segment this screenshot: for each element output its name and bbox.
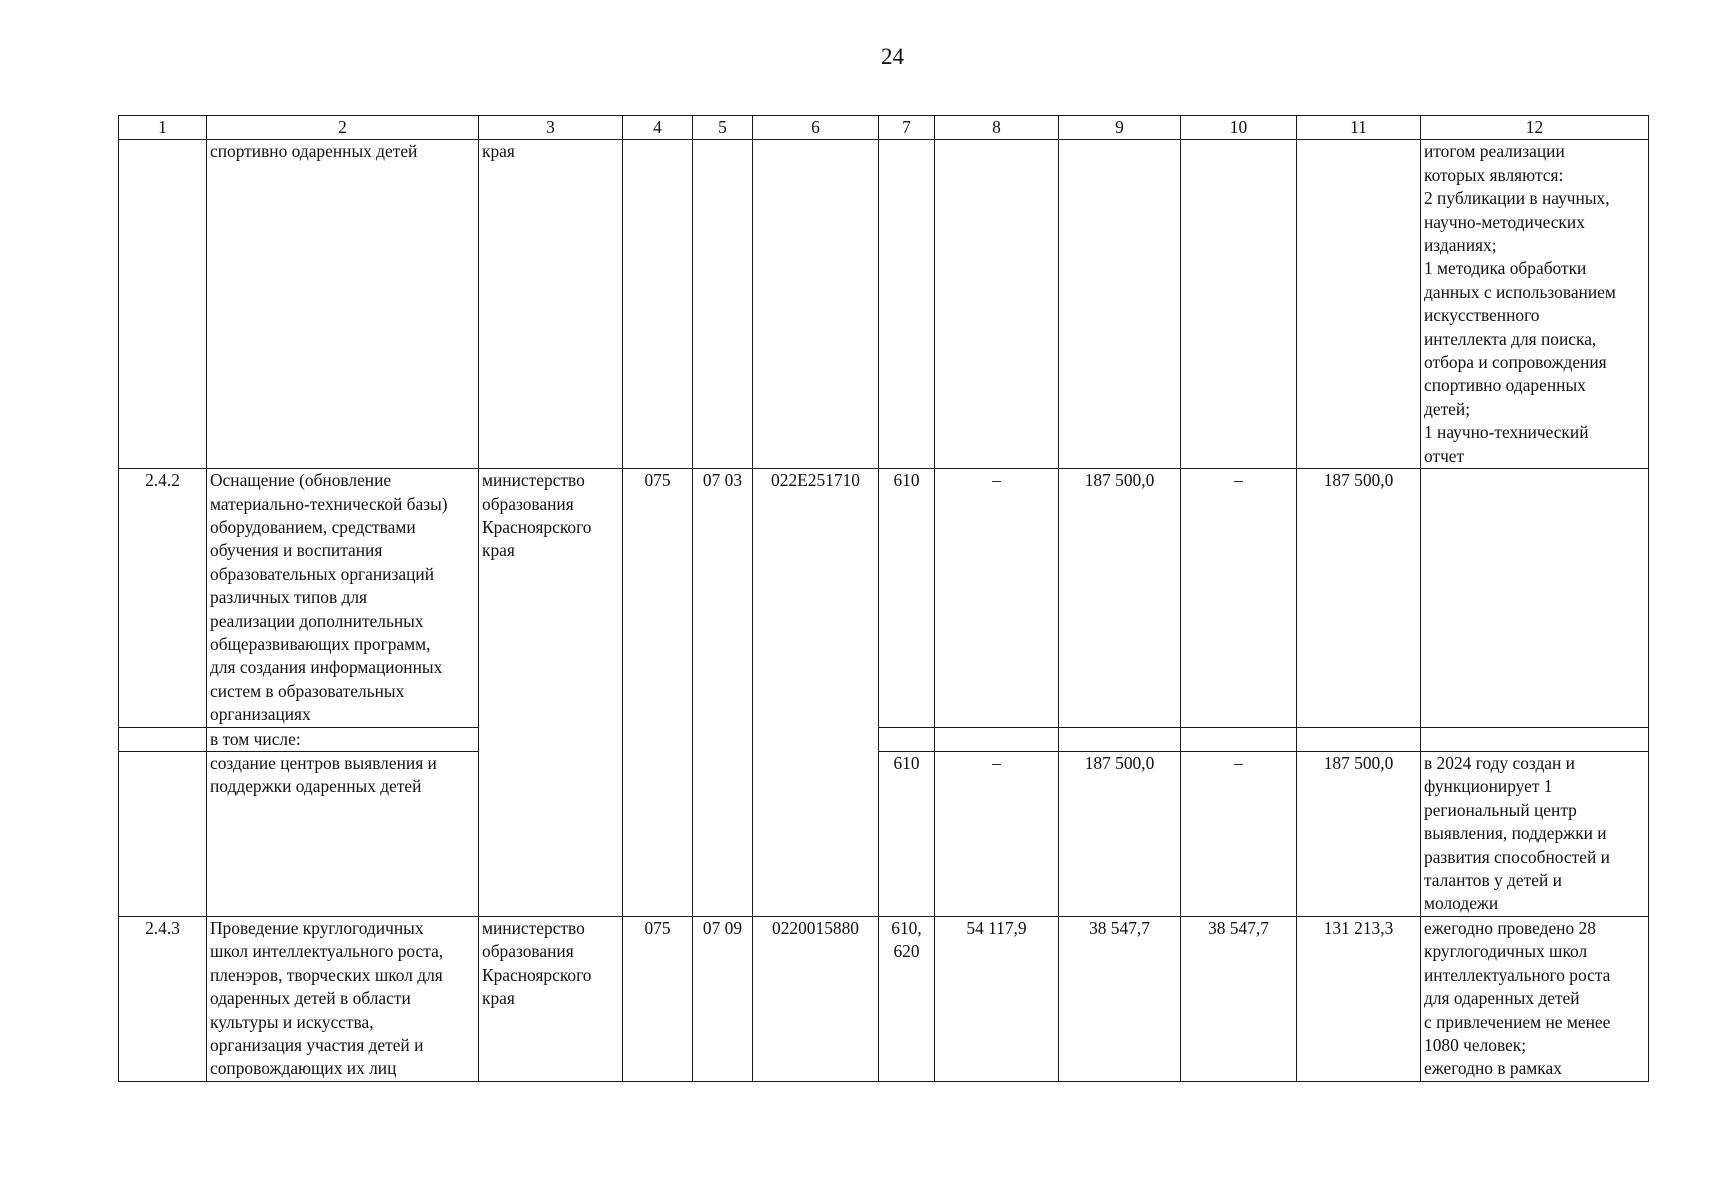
table-row <box>119 727 1649 751</box>
ministry-name: министерство образования Красноярского края <box>479 916 623 1081</box>
amount-2026: – <box>1181 469 1297 727</box>
event-name: создание центров выявления и поддержки одаренных детей <box>207 751 479 916</box>
column-number-row <box>119 116 1649 140</box>
amount-total: 187 500,0 <box>1297 469 1421 727</box>
page-number: 24 <box>881 44 904 69</box>
table-row <box>119 469 1649 727</box>
target-item-code: 0220015880 <box>753 916 879 1081</box>
amount-2025 <box>1059 140 1181 469</box>
event-name: Проведение круглогодичных школ интеллектуального роста, пленэров, творческих школ для одаренных детей в области культуры и искусства, организация участия детей и сопровождающих их лиц <box>207 916 479 1081</box>
expense-type-code: 610 <box>879 469 935 727</box>
expense-type-code <box>879 727 935 751</box>
amount-2026: – <box>1181 751 1297 916</box>
event-name: Оснащение (обновление материально-технической базы) оборудованием, средствами обучения и воспитания образовательных организаций различных типов для реализации дополнительных общеразвивающих программ, для создания информационных систем в образовательных организациях <box>207 469 479 727</box>
expected-result <box>1421 469 1649 727</box>
budget-table <box>118 115 1649 1082</box>
grbs-code: 075 <box>623 916 693 1081</box>
amount-2024: – <box>935 751 1059 916</box>
row-number <box>119 751 207 916</box>
section-code: 07 09 <box>693 916 753 1081</box>
amount-2025: 187 500,0 <box>1059 469 1181 727</box>
column-header: 6 <box>753 116 879 140</box>
target-item-code <box>753 140 879 469</box>
amount-2026 <box>1181 140 1297 469</box>
expense-type-code <box>879 140 935 469</box>
including-label: в том числе: <box>207 727 479 751</box>
amount-2026: 38 547,7 <box>1181 916 1297 1081</box>
column-header: 2 <box>207 116 479 140</box>
ministry-name: края <box>479 140 623 469</box>
column-header: 1 <box>119 116 207 140</box>
table-row <box>119 140 1649 469</box>
event-name: спортивно одаренных детей <box>207 140 479 469</box>
grbs-code: 075 <box>623 469 693 917</box>
target-item-code: 022E251710 <box>753 469 879 917</box>
column-header: 4 <box>623 116 693 140</box>
amount-2025: 187 500,0 <box>1059 751 1181 916</box>
expected-result: итогом реализации которых являются: 2 публикации в научных, научно-методических изданиях; 1 методика обработки данных с использованием искусственного интеллекта для поиска, отбора и сопровождения спортивно одаренных детей; 1 научно-технический отчет <box>1421 140 1649 469</box>
amount-2024 <box>935 140 1059 469</box>
ministry-name: министерство образования Красноярского края <box>479 469 623 917</box>
section-code <box>693 140 753 469</box>
expense-type-code: 610 <box>879 751 935 916</box>
grbs-code <box>623 140 693 469</box>
amount-2024: – <box>935 469 1059 727</box>
amount-2025 <box>1059 727 1181 751</box>
amount-2024: 54 117,9 <box>935 916 1059 1081</box>
amount-total: 187 500,0 <box>1297 751 1421 916</box>
column-header: 12 <box>1421 116 1649 140</box>
column-header: 8 <box>935 116 1059 140</box>
expected-result <box>1421 727 1649 751</box>
row-number: 2.4.3 <box>119 916 207 1081</box>
column-header: 3 <box>479 116 623 140</box>
row-number <box>119 727 207 751</box>
section-code: 07 03 <box>693 469 753 917</box>
column-header: 11 <box>1297 116 1421 140</box>
column-header: 5 <box>693 116 753 140</box>
table-row <box>119 916 1649 1081</box>
amount-total <box>1297 727 1421 751</box>
amount-2026 <box>1181 727 1297 751</box>
amount-total: 131 213,3 <box>1297 916 1421 1081</box>
column-header: 9 <box>1059 116 1181 140</box>
expected-result: в 2024 году создан и функционирует 1 региональный центр выявления, поддержки и развития способностей и талантов у детей и молодежи <box>1421 751 1649 916</box>
amount-2025: 38 547,7 <box>1059 916 1181 1081</box>
expected-result: ежегодно проведено 28 круглогодичных школ интеллектуального роста для одаренных детей с привлечением не менее 1080 человек; ежегодно в рамках <box>1421 916 1649 1081</box>
expense-type-code: 610, 620 <box>879 916 935 1081</box>
amount-2024 <box>935 727 1059 751</box>
row-number: 2.4.2 <box>119 469 207 727</box>
row-number <box>119 140 207 469</box>
column-header: 7 <box>879 116 935 140</box>
amount-total <box>1297 140 1421 469</box>
table-row <box>119 751 1649 916</box>
column-header: 10 <box>1181 116 1297 140</box>
